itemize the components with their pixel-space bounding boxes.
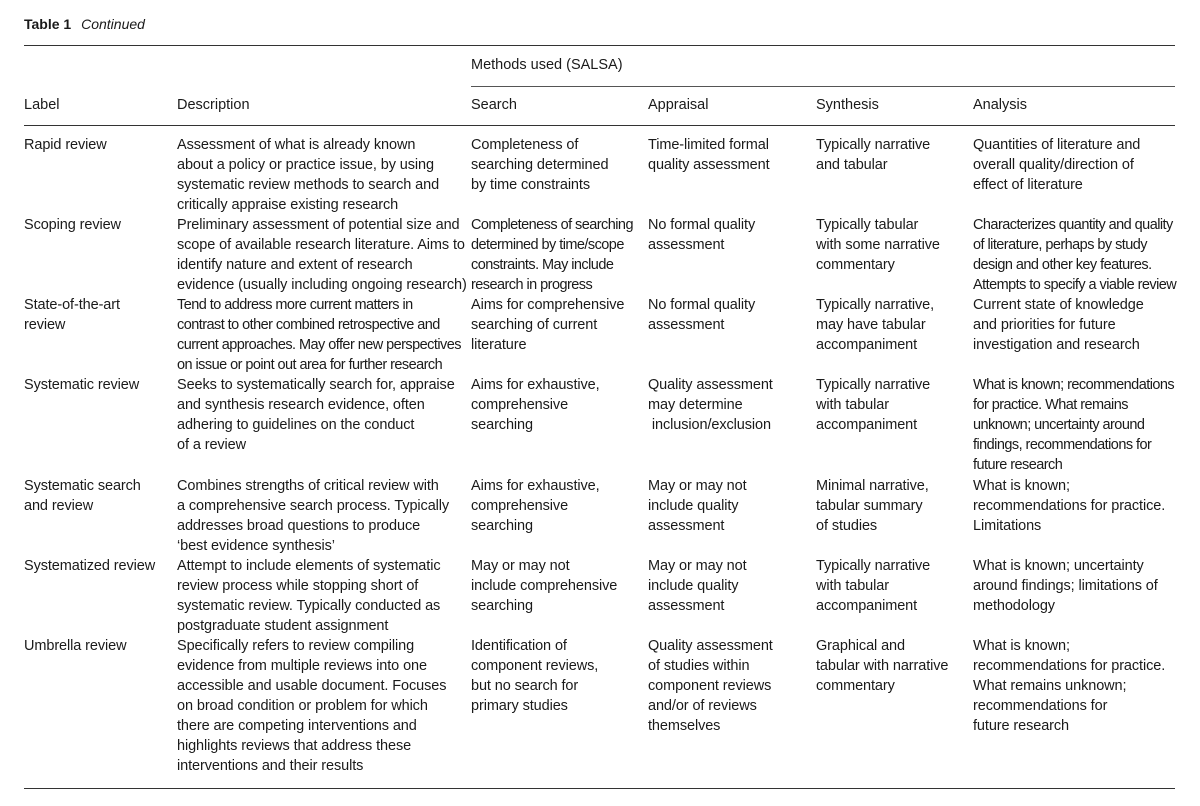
header-label: Label [24,97,60,113]
row-scoping-review-label: Scoping review [24,217,121,233]
row-state-of-the-art-synthesis: Typically narrative, may have tabular accompaniment [816,297,935,353]
header-search: Search [471,97,517,113]
row-systematic-review-description: Seeks to systematically search for, appraise and synthesis research evidence, often adhering to guidelines on the conduct of a review [177,377,455,453]
row-rapid-review-search: Completeness of searching determined by time constraints [471,137,609,193]
row-systematized-review-search: May or may not include comprehensive searching [471,558,618,614]
row-systematized-review-analysis: What is known; uncertainty around findings; limitations of methodology [973,558,1158,614]
header-appraisal: Appraisal [648,97,709,113]
row-scoping-review-appraisal: No formal quality assessment [648,217,756,253]
row-umbrella-review-analysis: What is known; recommendations for practice. What remains unknown; recommendations for future research [973,638,1166,734]
row-rapid-review-label: Rapid review [24,137,107,153]
row-systematized-review-appraisal: May or may not include quality assessment [648,558,747,614]
table-bottom-rule [24,788,1175,789]
row-systematic-review-analysis: What is known; recommendations for practice. What remains unknown; uncertainty around findings, recommendations for future research [973,377,1175,473]
row-rapid-review-analysis: Quantities of literature and overall quality/direction of effect of literature [973,137,1141,193]
table-caption [24,15,145,33]
row-umbrella-review-search: Identification of component reviews, but no search for primary studies [471,638,599,714]
row-umbrella-review-description: Specifically refers to review compiling evidence from multiple reviews into one accessible and usable document. Focuses on broad condition or problem for which there are competing interventions and highlights reviews that address these interventions and their results [177,638,447,774]
row-state-of-the-art-description: Tend to address more current matters in contrast to other combined retrospective and current approaches. May offer new perspectives on issue or point out area for further research [177,297,461,373]
row-systematic-search-label: Systematic search and review [24,478,141,514]
row-systematized-review-description: Attempt to include elements of systematic review process while stopping short of systematic review. Typically conducted as postgraduate student assignment [177,558,441,634]
row-systematic-search-search: Aims for exhaustive, comprehensive searching [471,478,600,534]
row-umbrella-review-synthesis: Graphical and tabular with narrative commentary [816,638,949,694]
table-top-rule [24,45,1175,46]
row-systematic-review-synthesis: Typically narrative with tabular accompaniment [816,377,931,433]
row-state-of-the-art-search: Aims for comprehensive searching of current literature [471,297,625,353]
header-synthesis: Synthesis [816,97,879,113]
row-scoping-review-description: Preliminary assessment of potential size and scope of available research literature. Aims to identify nature and extent of research evidence (usually including ongoing research) [177,217,467,293]
row-rapid-review-appraisal: Time-limited formal quality assessment [648,137,770,173]
row-scoping-review-search: Completeness of searching determined by time/scope constraints. May include research in progress [471,217,633,293]
methods-group-header: Methods used (SALSA) [471,57,623,73]
row-systematized-review-label: Systematized review [24,558,156,574]
methods-group-rule [471,86,1175,87]
row-systematic-search-synthesis: Minimal narrative, tabular summary of studies [816,478,929,534]
row-systematic-review-label: Systematic review [24,377,140,393]
table-header-rule [24,125,1175,126]
row-state-of-the-art-analysis: Current state of knowledge and priorities for future investigation and research [973,297,1144,353]
table-continued: Continued [81,16,145,32]
row-systematic-search-description: Combines strengths of critical review with a comprehensive search process. Typically addresses broad questions to produce ‘best evidence synthesis’ [177,478,450,554]
row-rapid-review-description: Assessment of what is already known about a policy or practice issue, by using systematic review methods to search and critically appraise existing research [177,137,440,213]
header-description: Description [177,97,250,113]
row-systematic-search-appraisal: May or may not include quality assessment [648,478,747,534]
row-systematic-review-search: Aims for exhaustive, comprehensive searching [471,377,600,433]
row-scoping-review-synthesis: Typically tabular with some narrative commentary [816,217,940,273]
row-umbrella-review-appraisal: Quality assessment of studies within component reviews and/or of reviews themselves [648,638,773,734]
row-systematic-search-analysis: What is known; recommendations for practice. Limitations [973,478,1166,534]
row-systematized-review-synthesis: Typically narrative with tabular accompaniment [816,558,931,614]
row-state-of-the-art-label: State-of-the-art review [24,297,120,333]
header-analysis: Analysis [973,97,1027,113]
row-umbrella-review-label: Umbrella review [24,638,127,654]
row-state-of-the-art-appraisal: No formal quality assessment [648,297,756,333]
table-number: Table 1 [24,16,72,32]
row-systematic-review-appraisal: Quality assessment may determine inclusion/exclusion [648,377,773,433]
row-scoping-review-analysis: Characterizes quantity and quality of literature, perhaps by study design and other key features. Attempts to specify a viable review [973,217,1177,293]
row-rapid-review-synthesis: Typically narrative and tabular [816,137,931,173]
